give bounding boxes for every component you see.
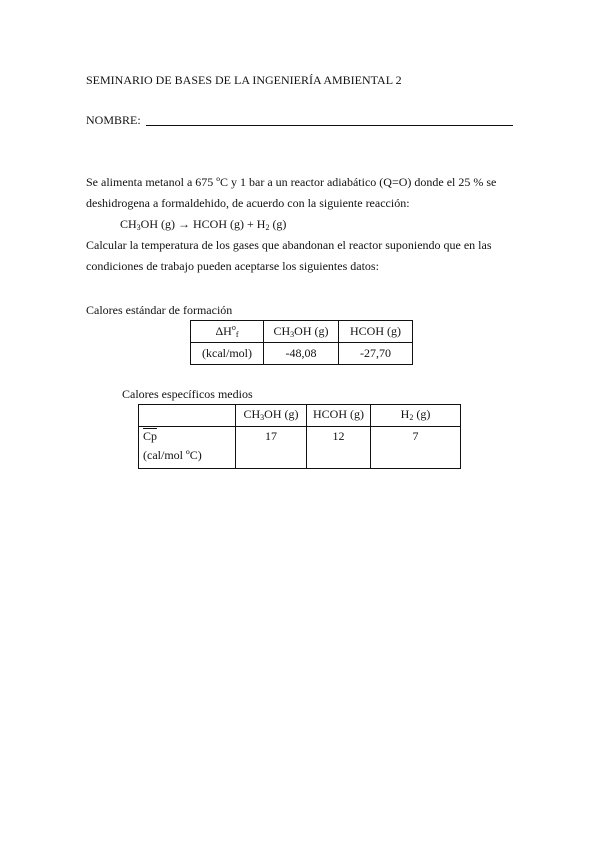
ch3oh-header: $CH_3OH$ (g) [264,321,339,343]
cp-unit: (cal/mol ºC) [143,448,202,462]
hcoh-cp-value: 12 [307,427,371,469]
ch3oh-header: $CH_3OH$ (g) [236,405,307,427]
hcoh-value: -27,70 [339,343,413,365]
cp-label-cell [139,427,236,469]
formation-heats-table [190,320,413,365]
name-blank-line [146,125,513,126]
hcoh-header: HCOH (g) [339,321,413,343]
delta-h-header: $\Delta H^o_f$ [191,321,264,343]
table-row [191,343,413,365]
empty-corner-cell [139,405,236,427]
formation-heats-title: Calores estándar de formación [86,303,233,317]
problem-line-2: deshidrogena a formaldehido, de acuerdo con la siguiente reacción: [86,196,410,210]
document-header: SEMINARIO DE BASES DE LA INGENIERÍA AMBIENTAL 2 [86,73,402,87]
cp-symbol: $\overline{Cp}$ [143,429,158,443]
reaction-equation: $CH_3OH$ (g) → HCOH $(g) + H_2$ (g) [120,217,287,232]
ch3oh-value: -48,08 [264,343,339,365]
ch3oh-cp-value: 17 [236,427,307,469]
h2-cp-value: 7 [371,427,461,469]
problem-line-4: Calcular la temperatura de los gases que abandonan el reactor suponiendo que en las [86,238,492,252]
specific-heats-title: Calores específicos medios [122,387,253,401]
reaction-arrow-icon: → [178,217,190,231]
table-row [191,321,413,343]
hcoh-header: HCOH (g) [307,405,371,427]
specific-heats-table [138,404,461,469]
table-row [139,427,461,469]
name-label: NOMBRE: [86,113,141,127]
problem-line-1: Se alimenta metanol a 675 ºC y 1 bar a un reactor adiabático (Q=O) donde el 25 % se [86,175,497,189]
table-row [139,405,461,427]
problem-line-5: condiciones de trabajo pueden aceptarse los siguientes datos: [86,259,379,273]
h2-header: $H_2$ (g) [371,405,461,427]
unit-cell: (kcal/mol) [191,343,264,365]
